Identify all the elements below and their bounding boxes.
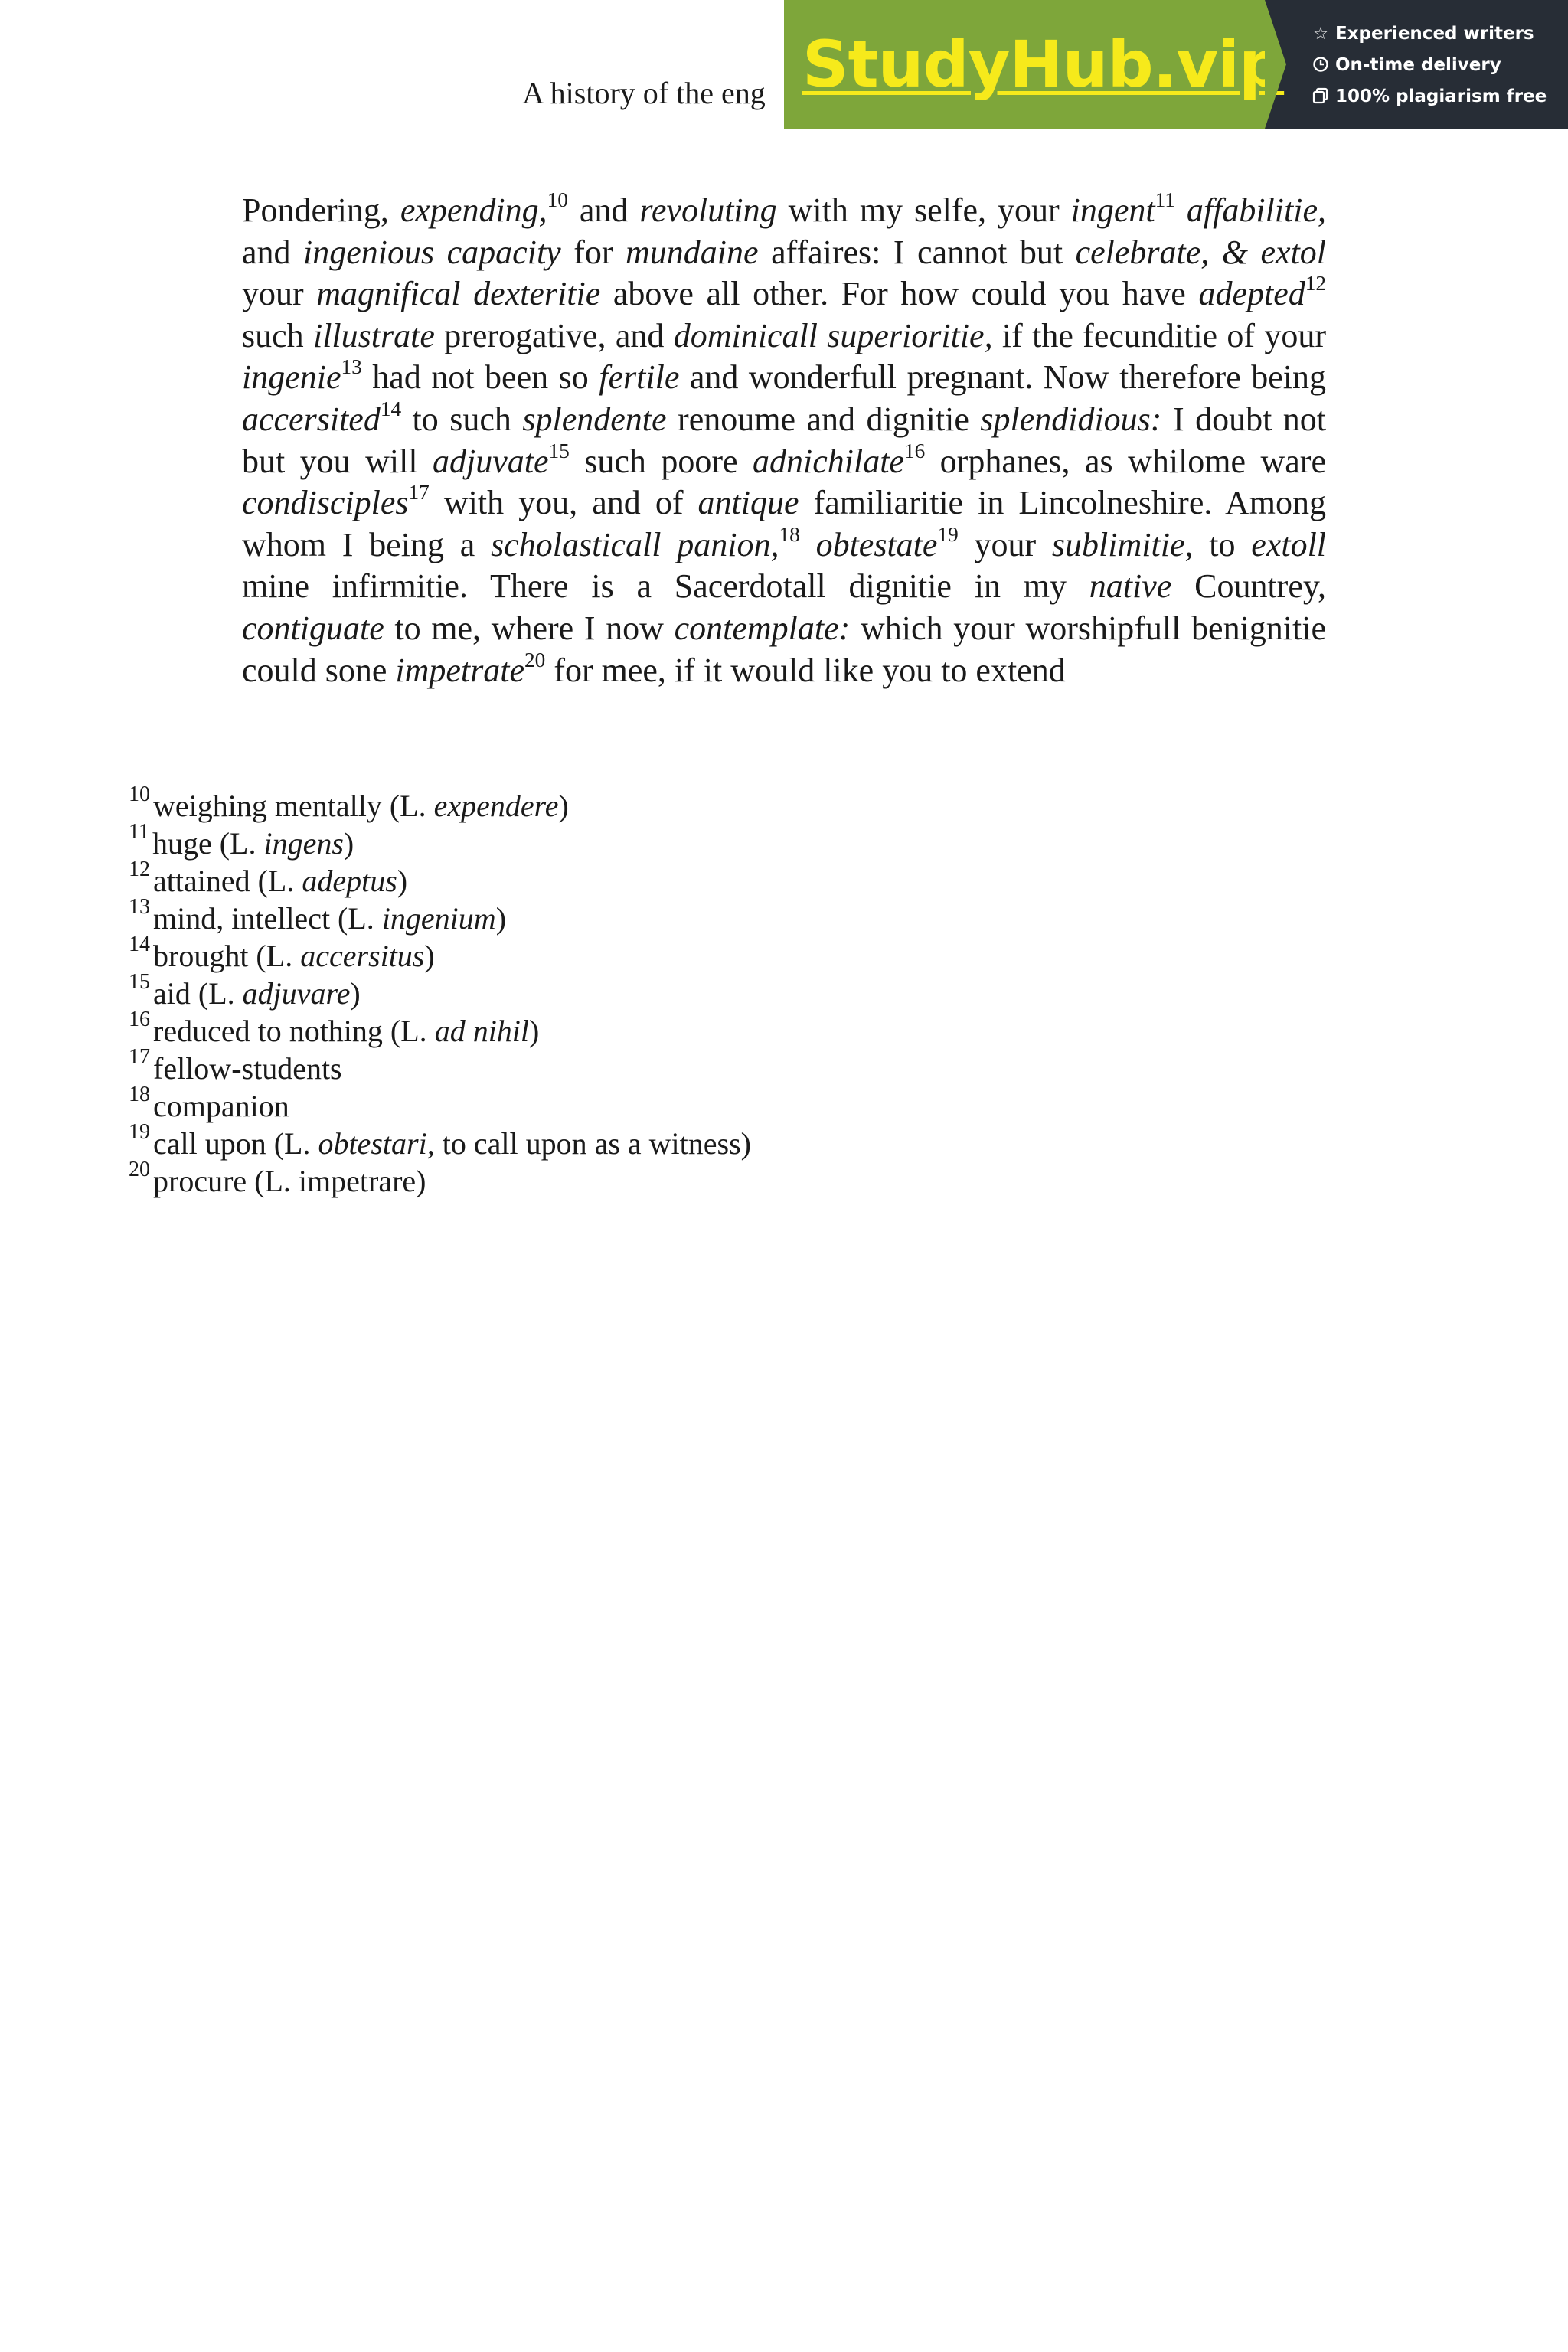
text-run: ) <box>397 864 408 898</box>
feature-item <box>1311 81 1568 113</box>
italic-term: obtestate <box>815 525 938 564</box>
text-run: such poore <box>569 442 753 480</box>
italic-term: splendidious: <box>980 400 1162 438</box>
footnote-number: 19 <box>129 1120 150 1145</box>
italic-term: adnichilate <box>753 442 904 480</box>
text-run: such <box>242 316 313 354</box>
italic-term: ingenious capacity <box>303 233 561 271</box>
footnote-ref: 19 <box>937 522 959 546</box>
italic-term: condisciples <box>242 484 409 522</box>
text-run: your <box>242 275 317 313</box>
italic-term: magnifical dexteritie <box>316 275 601 313</box>
italic-term: revoluting <box>639 191 777 229</box>
footnote-number: 20 <box>129 1158 150 1182</box>
text-run <box>800 526 816 564</box>
italic-term: accersitus <box>300 939 425 973</box>
italic-term: contemplate: <box>674 609 851 647</box>
footnote-item <box>129 1083 1124 1125</box>
text-run: ) <box>495 901 507 936</box>
text-run: which your worshipfull benignitie could sone <box>242 609 1326 689</box>
feature-label: 100% plagiarism free <box>1335 87 1547 106</box>
footnote-item <box>129 895 1124 937</box>
italic-term: ingenie <box>242 358 341 397</box>
text-run: for mee, if it would like you to extend <box>545 651 1066 689</box>
footnote-item <box>129 970 1124 1012</box>
feature-item <box>1311 18 1568 50</box>
text-run: procure (L. impetrare) <box>153 1164 426 1198</box>
italic-term: adjuvare <box>242 976 351 1011</box>
text-run: ) <box>350 976 361 1011</box>
brand-logo[interactable]: StudyHub.vip <box>802 27 1285 102</box>
italic-term: adepted <box>1198 275 1305 313</box>
italic-term: adjuvate <box>433 442 549 480</box>
text-run: brought (L. <box>153 939 301 973</box>
text-run: ) <box>529 1014 540 1048</box>
text-run: familiaritie in Lincolneshire. Among whom I being a <box>242 484 1326 564</box>
italic-term: accersited <box>242 400 381 438</box>
footnote-list <box>129 782 1124 1200</box>
footnote-number: 13 <box>129 895 150 920</box>
ad-banner[interactable] <box>784 0 1568 129</box>
italic-term: mundaine <box>626 233 759 271</box>
text-run: renoume and dignitie <box>666 400 981 438</box>
footnote-ref: 10 <box>547 188 568 211</box>
italic-term: sublimitie, <box>1051 525 1194 564</box>
text-run: if the fecunditie of your <box>992 316 1327 354</box>
italic-term: dominicall superioritie, <box>673 316 993 354</box>
text-run: Pondering, <box>242 191 400 229</box>
text-run: aid (L. <box>153 976 243 1011</box>
footnote-ref: 11 <box>1155 188 1175 211</box>
text-run: Countrey, <box>1171 567 1326 606</box>
text-run: to me, where I now <box>384 609 675 647</box>
footnote-item <box>129 1045 1124 1087</box>
italic-term: impetrate <box>395 651 525 689</box>
text-run: and <box>242 233 304 271</box>
text-run: above all other. For how could you have <box>600 275 1199 313</box>
italic-term: scholasticall panion, <box>491 525 779 564</box>
text-run: ) <box>558 789 569 823</box>
text-run: huge (L. <box>152 826 264 861</box>
text-run: reduced to nothing (L. <box>153 1014 435 1048</box>
italic-term: illustrate <box>312 316 435 354</box>
text-run: orphanes, as whilome ware <box>925 442 1326 480</box>
italic-term: ingent <box>1070 191 1155 229</box>
feature-label: On-time delivery <box>1335 55 1501 75</box>
footnote-number: 18 <box>129 1083 150 1107</box>
italic-term: native <box>1089 567 1172 606</box>
footnote-ref: 15 <box>548 439 570 462</box>
footnote-item <box>129 858 1124 900</box>
text-run: call upon (L. <box>153 1126 318 1161</box>
text-run: to such <box>401 400 523 438</box>
footnote-item <box>129 782 1124 825</box>
text-run: and wonderfull pregnant. Now therefore being <box>679 358 1326 397</box>
text-run: prerogative, and <box>434 316 674 354</box>
text-run: I doubt not but you will <box>242 400 1326 480</box>
text-run: had not been so <box>361 358 599 397</box>
text-run: fellow-students <box>153 1051 342 1086</box>
italic-term: adeptus <box>302 864 397 898</box>
running-title: A history of the eng <box>522 76 766 110</box>
text-run <box>1175 191 1187 229</box>
text-run: with you, and of <box>429 484 698 522</box>
text-run: your <box>958 525 1052 564</box>
italic-term: expending, <box>400 191 547 229</box>
italic-term: celebrate, & extol <box>1075 233 1327 271</box>
italic-term: ingenium <box>381 901 496 936</box>
footnote-ref: 13 <box>341 355 362 379</box>
text-run: weighing mentally (L. <box>153 789 434 823</box>
footnote-ref: 12 <box>1305 272 1326 296</box>
footnote-number: 11 <box>129 820 149 844</box>
text-run: attained (L. <box>153 864 302 898</box>
italic-term: affabilitie, <box>1186 191 1327 229</box>
footnote-ref: 17 <box>408 481 430 505</box>
italic-term: ingens <box>263 826 344 861</box>
body-paragraph <box>242 190 1326 691</box>
italic-term: contiguate <box>242 609 384 647</box>
italic-term: expendere <box>433 789 559 823</box>
text-run: ) <box>424 939 435 973</box>
footnote-number: 14 <box>129 933 150 957</box>
italic-term: antique <box>697 484 799 522</box>
text-run: and <box>567 191 640 229</box>
footnote-item <box>129 1120 1124 1162</box>
italic-term: obtestari, <box>318 1126 435 1161</box>
copy-icon <box>1311 87 1331 107</box>
footnote-number: 15 <box>129 970 150 995</box>
feature-label: Experienced writers <box>1335 24 1534 44</box>
brand-panel[interactable] <box>784 0 1285 129</box>
text-run: for <box>560 233 626 271</box>
footnote-ref: 20 <box>524 648 546 671</box>
feature-list <box>1265 0 1568 129</box>
text-run: companion <box>153 1089 289 1123</box>
text-run: to <box>1193 525 1252 564</box>
footnote-number: 16 <box>129 1008 150 1032</box>
italic-term: splendente <box>522 400 667 438</box>
footnote-item <box>129 1158 1124 1200</box>
footnote-item <box>129 1008 1124 1050</box>
star-outline-icon: ☆ <box>1313 24 1328 44</box>
footnote-ref: 14 <box>380 397 402 420</box>
clock-icon <box>1311 56 1331 76</box>
text-run: mine infirmitie. There is a Sacerdotall dignitie in my <box>242 567 1089 606</box>
text-run: affaires: I cannot but <box>758 233 1076 271</box>
italic-term: fertile <box>599 358 680 397</box>
italic-term: ad nihil <box>434 1014 530 1048</box>
text-run: to call upon as a witness) <box>434 1126 751 1161</box>
italic-term: extoll <box>1251 525 1327 564</box>
footnote-ref: 18 <box>779 522 800 546</box>
footnote-number: 17 <box>129 1045 150 1070</box>
footnote-number: 10 <box>129 782 150 807</box>
footnote-item <box>129 933 1124 975</box>
text-run: with my selfe, your <box>776 191 1071 229</box>
feature-item <box>1311 50 1568 81</box>
footnote-number: 12 <box>129 858 150 882</box>
text-run: ) <box>343 826 354 861</box>
text-run: mind, intellect (L. <box>153 901 382 936</box>
footnote-ref: 16 <box>903 439 926 462</box>
footnote-item <box>129 820 1124 862</box>
